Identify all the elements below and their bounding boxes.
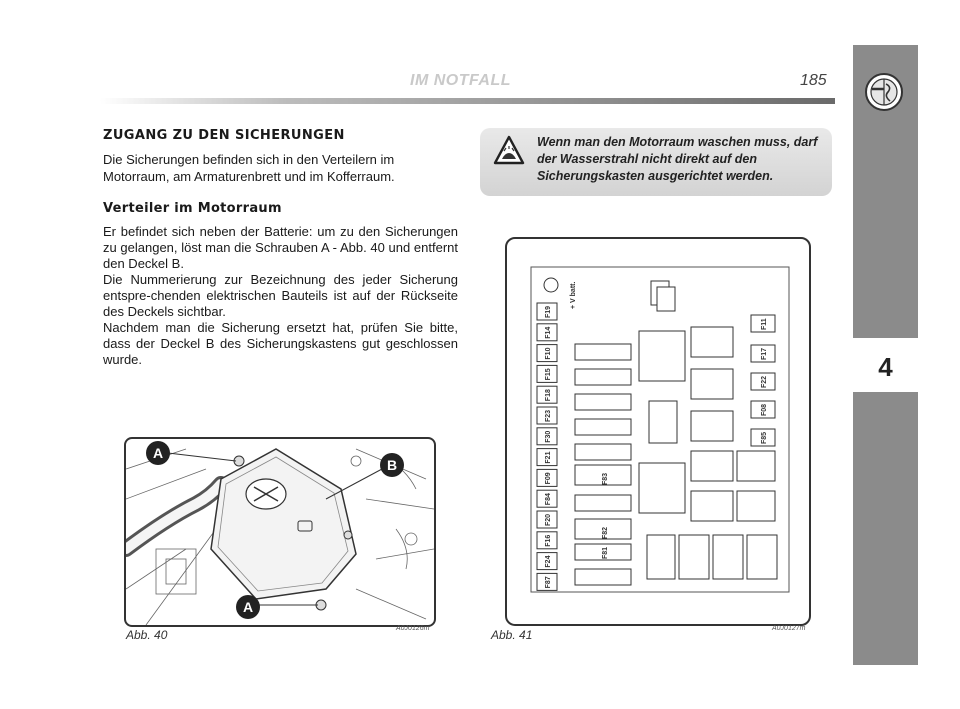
figure-40-illustration [126, 439, 434, 625]
fuse-label: F16 [545, 534, 552, 547]
fuse-f82: F82 [602, 526, 609, 539]
fuse-label: F85 [761, 431, 768, 444]
code-abb-40: A0J0126m [396, 625, 430, 632]
fuse-label: F10 [545, 347, 552, 360]
code-abb-41: A0J0127m [772, 625, 806, 632]
fuse-label: F22 [761, 375, 768, 388]
battery-label: + V batt. [570, 281, 577, 309]
fuse-label: F20 [545, 513, 552, 526]
fuse-label: F87 [545, 576, 552, 589]
paragraph-line: Nachdem man die Sicherung ersetzt hat, prüfen Sie bitte, dass der Deckel B des Sicherungskastens gut geschlossen wurde. [103, 320, 458, 367]
fuse-label: F08 [761, 403, 768, 416]
caption-abb-41: Abb. 41 [491, 628, 533, 642]
fuse-label: F24 [545, 555, 552, 568]
label-b: B [386, 457, 398, 473]
figure-41-fuse-layout [505, 237, 811, 626]
fuse-label: F30 [545, 430, 552, 443]
fuse-label: F17 [761, 347, 768, 360]
heading-engine-distributor: Verteiler im Motorraum [103, 201, 282, 216]
fuse-label: F84 [545, 493, 552, 506]
fuse-label: F15 [545, 368, 552, 381]
fuse-f83: F83 [602, 472, 609, 485]
page-number: 185 [800, 72, 827, 89]
figure-40-engine-bay [124, 437, 436, 627]
paragraph-line: Er befindet sich neben der Batterie: um zu den Sicherungen zu gelangen, löst man die Schrauben A - Abb. 40 und entfernt den Deckel B. [103, 224, 458, 271]
label-a-top: A [152, 445, 164, 461]
paragraph-body [103, 224, 458, 368]
section-title: IM NOTFALL [410, 72, 511, 89]
fuse-label: F19 [545, 305, 552, 318]
chapter-number: 4 [878, 352, 893, 382]
warning-triangle-icon [493, 135, 525, 165]
fuse-label: F11 [761, 318, 768, 330]
alfa-romeo-logo-icon [864, 72, 904, 112]
paragraph-line: Die Nummerierung zur Bezeichnung des jeder Sicherung entspre-chenden elektrischen Bauteils ist auf der Rückseite des Deckels sichtbar. [103, 272, 458, 319]
label-a-bottom: A [242, 599, 254, 615]
fuse-f81: F81 [602, 546, 609, 559]
figure-41-diagram [507, 239, 809, 624]
paragraph-intro: Die Sicherungen befinden sich in den Verteilern im Motorraum, am Armaturenbrett und im Kofferraum. [103, 152, 395, 184]
fuse-label: F09 [545, 472, 552, 485]
fuse-label: F21 [545, 451, 552, 464]
header-rule [100, 98, 835, 104]
fuse-label: F14 [545, 326, 552, 339]
warning-text: Wenn man den Motorraum waschen muss, darf der Wasserstrahl nicht direkt auf den Sicherungskasten ausgerichtet werden. [537, 135, 818, 183]
heading-fuse-access: ZUGANG ZU DEN SICHERUNGEN [103, 128, 345, 143]
fuse-label: F18 [545, 389, 552, 402]
fuse-label: F23 [545, 409, 552, 422]
caption-abb-40: Abb. 40 [126, 628, 168, 642]
